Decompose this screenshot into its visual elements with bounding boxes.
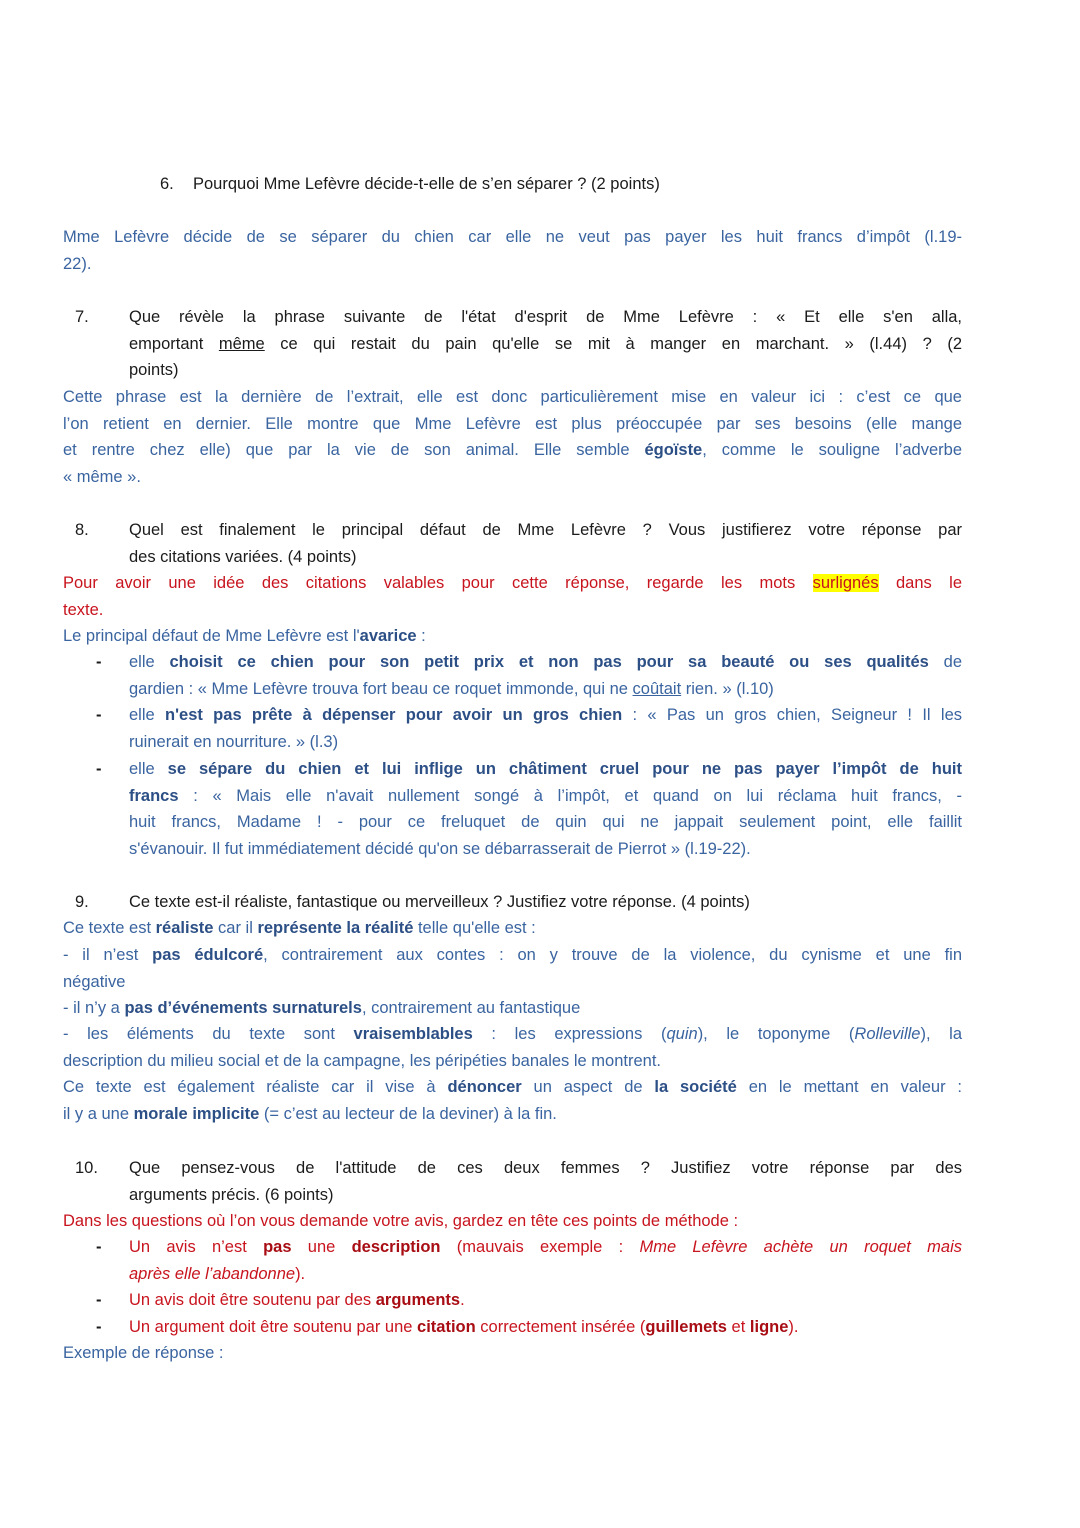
text-run: arguments précis. (6 points) [129, 1185, 334, 1204]
answer-paragraph [63, 915, 962, 942]
answer-paragraph [63, 224, 962, 277]
text-line [63, 384, 962, 411]
bold-text: morale implicite [133, 1104, 260, 1123]
text-run: description du milieu social et de la campagne, les péripéties banales le montrent. [63, 1051, 662, 1070]
text-line [63, 437, 962, 464]
text-line [129, 649, 962, 676]
text-run: quin [666, 1025, 698, 1043]
text-run: Pourquoi Mme Lefèvre décide-t-elle de s’en séparer ? (2 points) [193, 175, 660, 193]
text-line [63, 1074, 962, 1101]
text-run: même [218, 334, 265, 353]
text-run: ), la [920, 1025, 962, 1043]
text-run: ). [295, 1264, 306, 1283]
text-run: coûtait [632, 679, 682, 698]
question-6 [63, 171, 962, 198]
text-run: Ce texte est-il réaliste, fantastique ou merveilleux ? Justifiez votre réponse. (4 points) [129, 893, 750, 911]
text-line [129, 544, 962, 571]
bold-text: dénoncer [447, 1078, 522, 1096]
text-line [63, 411, 962, 438]
bold-text: description [351, 1238, 441, 1256]
text-line [63, 464, 962, 491]
bullet-item [63, 1287, 962, 1314]
text-line [63, 1048, 962, 1075]
question-number: 6. [160, 175, 174, 193]
text-run: ruinerait en nourriture. » (l.3) [129, 732, 339, 751]
question-number: 8. [75, 521, 89, 539]
text-line [129, 756, 962, 783]
text-run: Exemple de réponse : [63, 1344, 224, 1362]
answer-paragraph [63, 1340, 962, 1367]
answer-paragraph [63, 384, 962, 490]
text-line [63, 915, 962, 942]
text-run: : « Pas un gros chien, Seigneur ! Il les [622, 706, 962, 724]
text-line [129, 729, 962, 756]
text-line [63, 597, 962, 624]
question-number: 7. [75, 308, 89, 326]
text-run: Un avis doit être soutenu par des [129, 1291, 376, 1309]
text-line [63, 995, 962, 1022]
text-run: l’on retient en dernier. Elle montre que Mme Lefèvre est plus préoccupée par ses besoins (elle mange [63, 414, 962, 433]
text-run: - il n’est [63, 946, 153, 964]
text-run: (mauvais exemple : [440, 1238, 640, 1256]
text-run: - les éléments du texte sont [63, 1025, 354, 1043]
text-run: après elle l’abandonne [129, 1264, 296, 1283]
bold-text: n'est pas prête à dépenser pour avoir un gros chien [165, 706, 623, 724]
bullet-item [63, 649, 962, 702]
text-run: texte. [63, 600, 104, 619]
text-run: Le principal défaut de Mme Lefèvre est l' [63, 627, 360, 645]
text-run: il y a une [63, 1104, 134, 1123]
text-run: Ce texte est [63, 919, 156, 937]
bold-text: pas d’événements surnaturels [124, 999, 362, 1017]
answer-paragraph [63, 623, 962, 650]
text-run: un aspect de [521, 1078, 655, 1096]
text-line [129, 1287, 962, 1314]
text-run: rien. » (l.10) [681, 679, 774, 698]
text-line [129, 517, 962, 544]
text-line [63, 1208, 962, 1235]
bold-text: égoïste [644, 441, 703, 459]
text-run: dans le [878, 574, 962, 592]
text-run: correctement insérée ( [475, 1318, 646, 1336]
text-run: de [928, 653, 963, 671]
text-run: emportant [129, 334, 219, 353]
method-note [63, 1208, 962, 1235]
text-run: elle [129, 760, 168, 778]
bold-text: pas [263, 1238, 292, 1256]
question-9 [63, 889, 962, 916]
bullet-dash: - [96, 1238, 102, 1256]
text-line [63, 1101, 962, 1128]
text-run: une [291, 1238, 352, 1256]
bullet-item [63, 1234, 962, 1287]
text-run: des citations variées. (4 points) [129, 547, 357, 566]
text-line [129, 702, 962, 729]
text-run: ce qui restait du pain qu'elle se mit à manger en marchant. » (l.44) ? (2 [264, 334, 962, 353]
text-run: ), le toponyme ( [697, 1025, 855, 1043]
text-line [129, 1182, 962, 1209]
text-run: Dans les questions où l’on vous demande votre avis, gardez en tête ces points de méthode : [63, 1212, 739, 1230]
bullet-item [63, 1314, 962, 1341]
question-10 [63, 1155, 962, 1208]
text-run: Que révèle la phrase suivante de l'état d'esprit de Mme Lefèvre : « Et elle s'en alla, [129, 308, 962, 326]
text-run: huit francs, Madame ! - pour ce freluquet de quin qui ne jappait seulement point, elle faillit [129, 813, 962, 831]
text-run: Que pensez-vous de l'attitude de ces deux femmes ? Justifiez votre réponse par des [129, 1159, 962, 1177]
bold-text: arguments [375, 1291, 461, 1309]
text-line [63, 1021, 962, 1048]
question-8 [63, 517, 962, 570]
bold-text: vraisemblables [353, 1025, 473, 1043]
text-run: points) [129, 361, 179, 379]
answer-paragraph [63, 942, 962, 995]
text-run: en le mettant en valeur : [736, 1078, 962, 1096]
text-run: Mme Lefèvre achète un roquet mais [639, 1238, 962, 1256]
bold-text: choisit ce chien pour son petit prix et non pas pour sa beauté ou ses qualités [169, 653, 929, 671]
bullet-item [63, 756, 962, 862]
text-run: elle [129, 653, 170, 671]
text-line [63, 1340, 962, 1367]
text-line [129, 1155, 962, 1182]
text-run: négative [63, 972, 126, 991]
text-run: elle [129, 706, 166, 724]
text-run: Mme Lefèvre décide de se séparer du chien car elle ne veut pas payer les huit francs d’impôt (l.19- [63, 228, 962, 246]
bullet-dash: - [96, 653, 102, 671]
bold-text: avarice [359, 627, 417, 645]
text-line [129, 304, 962, 331]
text-run: ). [788, 1318, 799, 1336]
text-line [129, 889, 962, 916]
text-line [129, 1234, 962, 1261]
text-line [63, 623, 962, 650]
question-number: 9. [75, 893, 89, 911]
text-run: Cette phrase est la dernière de l’extrait, elle est donc particulièrement mise en valeur ici : c’est ce que [63, 388, 962, 406]
text-run: « même ». [63, 467, 141, 486]
answer-paragraph [63, 1021, 962, 1074]
text-line [63, 251, 962, 278]
question-number: 10. [75, 1159, 98, 1177]
text-run: Pour avoir une idée des citations valables pour cette réponse, regarde les mots [63, 574, 813, 592]
bullet-item [63, 702, 962, 755]
text-line [63, 969, 962, 996]
text-line [129, 331, 962, 358]
question-7 [63, 304, 962, 384]
bold-text: citation [417, 1318, 476, 1336]
bold-text: se sépare du chien et lui inflige un châtiment cruel pour ne pas payer l’impôt de huit [167, 760, 962, 778]
text-line [63, 570, 962, 597]
text-run: Un avis n’est [129, 1238, 264, 1256]
bold-text: représente la réalité [257, 919, 414, 937]
text-line [129, 676, 962, 703]
text-run: - il n’y a [63, 999, 125, 1017]
text-line [129, 783, 962, 810]
text-run: : les expressions ( [472, 1025, 667, 1043]
text-run: Rolleville [854, 1025, 921, 1043]
text-run: Ce texte est également réaliste car il vise à [63, 1078, 448, 1096]
bold-text: réaliste [155, 919, 214, 937]
text-run: (= c’est au lecteur de la deviner) à la fin. [259, 1104, 557, 1123]
text-run: : [416, 627, 426, 645]
bullet-dash: - [96, 706, 102, 724]
method-note [63, 570, 962, 623]
text-line [63, 224, 962, 251]
bold-text: francs [129, 786, 179, 805]
bullet-dash: - [96, 1291, 102, 1309]
text-run: : « Mais elle n'avait nullement songé à l’impôt, et quand on lui réclama huit francs, - [178, 786, 962, 805]
bold-text: pas édulcoré [152, 946, 264, 964]
text-run: gardien : « Mme Lefèvre trouva fort beau ce roquet immonde, qui ne [129, 679, 633, 698]
bold-text: guillemets [645, 1318, 727, 1336]
text-run: 22). [63, 254, 92, 273]
text-line [129, 836, 962, 863]
text-run: car il [213, 919, 258, 937]
text-run: , contrairement au fantastique [361, 999, 581, 1017]
bullet-dash: - [96, 760, 102, 778]
text-run: , contrairement aux contes : on y trouve de la violence, du cynisme et une fin [263, 946, 962, 964]
bullet-dash: - [96, 1318, 102, 1336]
text-run: s'évanouir. Il fut immédiatement décidé qu'on se débarrasserait de Pierrot » (l.19-22). [129, 839, 751, 858]
highlighted-word: surlignés [812, 574, 879, 592]
text-line [129, 1261, 962, 1288]
text-run: et [726, 1318, 750, 1336]
text-line [129, 1314, 962, 1341]
text-line [193, 171, 962, 198]
text-line [129, 809, 962, 836]
text-run: . [460, 1291, 465, 1309]
text-run: et rentre chez elle) que par la vie de son animal. Elle semble [63, 441, 645, 459]
answer-paragraph [63, 995, 962, 1022]
text-run: telle qu'elle est : [413, 919, 536, 937]
text-run: Un argument doit être soutenu par une [129, 1318, 418, 1336]
bold-text: ligne [749, 1318, 789, 1336]
text-line [129, 357, 962, 384]
text-run: , comme le souligne l’adverbe [702, 441, 963, 459]
text-run: Quel est finalement le principal défaut de Mme Lefèvre ? Vous justifierez votre réponse par [129, 521, 962, 539]
bold-text: la société [654, 1078, 737, 1096]
text-line [63, 942, 962, 969]
answer-paragraph [63, 1074, 962, 1127]
